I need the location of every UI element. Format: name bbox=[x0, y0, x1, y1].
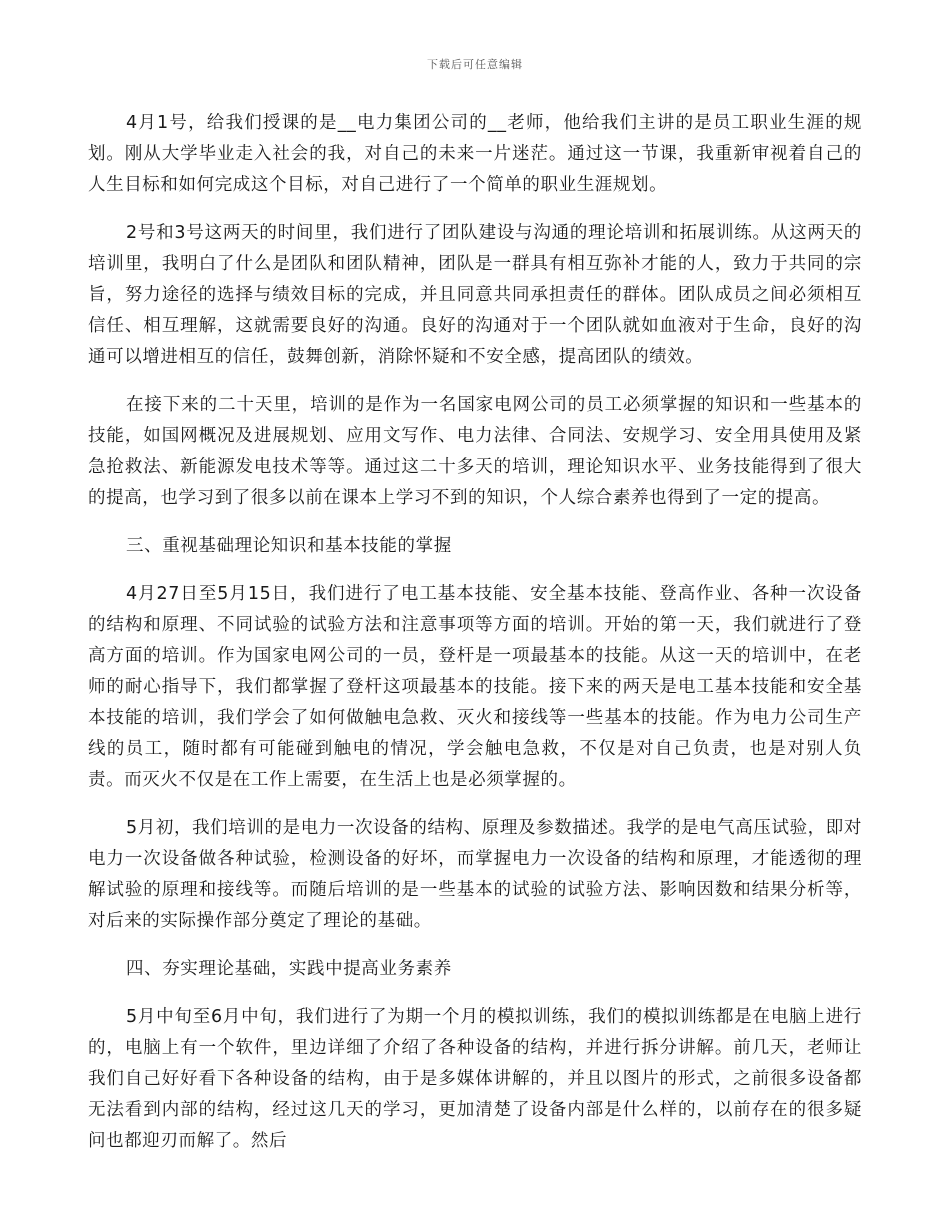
paragraph-1: 4月1号，给我们授课的是__电力集团公司的__老师，他给我们主讲的是员工职业生涯的规划。刚从大学毕业走入社会的我，对自己的未来一片迷茫。通过这一节课，我重新审视着自己的人生目标和如何完成这个目标，对自己进行了一个简单的职业生涯规划。 bbox=[88, 113, 862, 195]
section-heading-4: 四、夯实理论基础，实践中提高业务素养 bbox=[126, 959, 452, 979]
paragraph-4: 4月27日至5月15日，我们进行了电工基本技能、安全基本技能、登高作业、各种一次设备的结构和原理、不同试验的试验方法和注意事项等方面的培训。开始的第一天，我们就进行了登高方面的培训。作为国家电网公司的一员，登杆是一项最基本的技能。从这一天的培训中，在老师的耐心指导下，我们都掌握了登杆这项最基本的技能。接下来的两天是电工基本技能和安全基本技能的培训，我们学会了如何做触电急救、灭火和接线等一些基本的技能。作为电力公司生产线的员工，随时都有可能碰到触电的情况，学会触电急救，不仅是对自己负责，也是对别人负责。而灭火不仅是在工作上需要，在生活上也是必须掌握的。 bbox=[88, 584, 862, 790]
section-heading-3: 三、重视基础理论知识和基本技能的掌握 bbox=[126, 536, 452, 556]
paragraph-5: 5月初，我们培训的是电力一次设备的结构、原理及参数描述。我学的是电气高压试验，即对电力一次设备做各种试验，检测设备的好坏，而掌握电力一次设备的结构和原理，才能透彻的理解试验的原理和接线等。而随后培训的是一些基本的试验的试验方法、影响因数和结果分析等，对后来的实际操作部分奠定了理论的基础。 bbox=[88, 818, 862, 931]
paragraph-6: 5月中旬至6月中旬，我们进行了为期一个月的模拟训练，我们的模拟训练都是在电脑上进行的，电脑上有一个软件，里边详细了介绍了各种设备的结构，并进行拆分讲解。前几天，老师让我们自己好好看下各种设备的结构，由于是多媒体讲解的，并且以图片的形式，之前很多设备都无法看到内部的结构，经过这几天的学习，更加清楚了设备内部是什么样的，以前存在的很多疑问也都迎刃而解了。然后 bbox=[88, 1007, 862, 1151]
paragraph-2: 2号和3号这两天的时间里，我们进行了团队建设与沟通的理论培训和拓展训练。从这两天的培训里，我明白了什么是团队和团队精神，团队是一群具有相互弥补才能的人，致力于共同的宗旨，努力途径的选择与绩效目标的完成，并且同意共同承担责任的群体。团队成员之间必须相互信任、相互理解，这就需要良好的沟通。良好的沟通对于一个团队就如血液对于生命，良好的沟通可以增进相互的信任，鼓舞创新，消除怀疑和不安全感，提高团队的绩效。 bbox=[88, 223, 862, 367]
page-header: 下载后可任意编辑 bbox=[427, 58, 523, 71]
paragraph-3: 在接下来的二十天里，培训的是作为一名国家电网公司的员工必须掌握的知识和一些基本的技能，如国网概况及进展规划、应用文写作、电力法律、合同法、安规学习、安全用具使用及紧急抢救法、新能源发电技术等等。通过这二十多天的培训，理论知识水平、业务技能得到了很大的提高，也学习到了很多以前在课本上学习不到的知识，个人综合素养也得到了一定的提高。 bbox=[88, 395, 862, 508]
document-body bbox=[88, 108, 862, 1174]
